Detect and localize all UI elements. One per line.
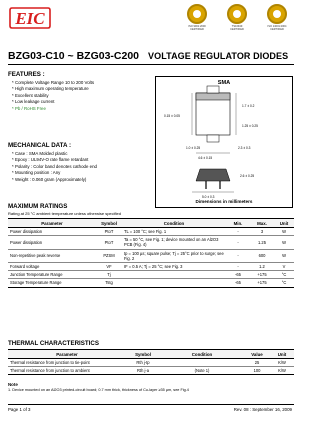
- table-cell: (Note 1): [160, 367, 244, 375]
- table-cell: Tstg: [96, 279, 122, 287]
- lead-top: [207, 86, 219, 93]
- dim-label: 2.6 ± 0.25: [240, 174, 255, 178]
- table-cell: Forward voltage: [8, 263, 96, 271]
- list-item: * Epoxy : UL94V-O rate flame retardant: [12, 157, 97, 163]
- list-item: * Mounting position : Any: [12, 170, 97, 176]
- table-cell: Power dissipation: [8, 228, 96, 236]
- rohs-item: * Pb / RoHS Free: [12, 106, 94, 112]
- column-header: Max.: [250, 219, 274, 228]
- list-item: * Excellent stability: [12, 93, 94, 99]
- page-number: Page 1 of 3: [8, 407, 31, 412]
- table-cell: +175: [250, 271, 274, 279]
- column-header: Condition: [160, 350, 244, 359]
- table-cell: 3: [250, 228, 274, 236]
- column-header: Unit: [270, 350, 294, 359]
- table-cell: tp = 100 µs; square pulse; Tj = 25°C prior to surge; see Fig. 2: [122, 249, 226, 262]
- footer-divider: [8, 404, 294, 405]
- cathode-band: [196, 93, 230, 100]
- table-header-row: [8, 350, 294, 359]
- list-item: * Polarity : Color band denotes cathode end: [12, 164, 97, 170]
- ratings-condition-note: Rating at 25 °C ambient temperature unless otherwise specified: [8, 211, 121, 216]
- list-item: * Complete Voltage Range 10 to 200 Volts: [12, 80, 94, 86]
- list-item: * High maximum operating temperature: [12, 86, 94, 92]
- features-list: [12, 80, 94, 112]
- dim-label: 1.25 ± 0.25: [242, 124, 258, 128]
- max-ratings-table: [8, 218, 294, 288]
- table-cell: -: [226, 228, 250, 236]
- table-cell: PtoT: [96, 236, 122, 249]
- column-header: Parameter: [8, 219, 96, 228]
- table-row: [8, 263, 294, 271]
- table-cell: Power dissipation: [8, 236, 96, 249]
- column-header: Symbol: [96, 219, 122, 228]
- column-header: Parameter: [8, 350, 126, 359]
- package-side-view: [196, 169, 230, 181]
- table-row: [8, 279, 294, 287]
- column-header: Min.: [226, 219, 250, 228]
- package-outline-box: [155, 76, 293, 208]
- table-cell: -: [226, 249, 250, 262]
- table-cell: [122, 279, 226, 287]
- iso9001-seal-icon: ISO 9001:2000 CERTIFIED: [180, 4, 214, 36]
- mechanical-list: [12, 151, 97, 183]
- column-header: Symbol: [126, 350, 160, 359]
- table-cell: Rth j-tp: [126, 359, 160, 367]
- table-cell: 600: [250, 249, 274, 262]
- list-item: * Case : SMA Molded plastic: [12, 151, 97, 157]
- dim-label: 5.0 ± 0.3: [202, 195, 215, 199]
- table-cell: Junction Temperature Range: [8, 271, 96, 279]
- part-number-title: BZG03-C10 ~ BZG03-C200: [8, 50, 140, 62]
- mechanical-heading: MECHANICAL DATA :: [8, 142, 72, 149]
- table-cell: 1.25: [250, 236, 274, 249]
- thermal-heading: THERMAL CHARACTERISTICS: [8, 340, 99, 347]
- table-cell: -65: [226, 279, 250, 287]
- dim-label: 1.7 ± 0.2: [242, 104, 255, 108]
- dimensions-note: Dimensions in millimeters: [195, 199, 253, 204]
- certification-seals: [180, 4, 294, 36]
- product-subtitle: VOLTAGE REGULATOR DIODES: [148, 51, 289, 61]
- features-heading: FEATURES :: [8, 71, 45, 78]
- table-cell: °C: [274, 279, 294, 287]
- table-cell: Storage Temperature Range: [8, 279, 96, 287]
- column-header: Value: [244, 350, 270, 359]
- table-cell: Ta = 50 °C, see Fig. 1; device mounted on an Al2O3 PCB (Fig. 4): [122, 236, 226, 249]
- table-cell: VF: [96, 263, 122, 271]
- column-header: Condition: [122, 219, 226, 228]
- table-header-row: [8, 219, 294, 228]
- table-row: [8, 249, 294, 262]
- revision-date: Rev. 08 : September 16, 2009: [233, 407, 292, 412]
- dim-label: 4.6 ± 0.15: [198, 156, 213, 160]
- dim-label: 2.3 ± 0.3: [238, 146, 251, 150]
- table-cell: -: [226, 236, 250, 249]
- package-name: SMA: [217, 80, 231, 86]
- notes-heading: Note: [8, 382, 18, 387]
- dim-label: 0.15 ± 0.05: [164, 114, 180, 118]
- table-cell: 1.2: [250, 263, 274, 271]
- thermal-table: [8, 349, 294, 375]
- table-cell: [160, 359, 244, 367]
- column-header: Unit: [274, 219, 294, 228]
- table-cell: +175: [250, 279, 274, 287]
- max-ratings-heading: MAXIMUM RATINGS: [8, 203, 68, 210]
- table-cell: Thermal resistance from junction to ambient: [8, 367, 126, 375]
- table-cell: K/W: [270, 359, 294, 367]
- table-row: [8, 236, 294, 249]
- header-divider: [8, 64, 294, 65]
- list-item: * Weight : 0.060 gram (Approximately): [12, 177, 97, 183]
- table-cell: V: [274, 263, 294, 271]
- table-cell: PZSM: [96, 249, 122, 262]
- notes-text: 1. Device mounted on an Al2O3 printed-circuit board; 0.7 mm thick, thickness of Cu-layer ≥35 µm, see Fig.4: [8, 388, 189, 392]
- iso14001-seal-icon: ISO 14001:2004 CERTIFIED: [260, 4, 294, 36]
- table-cell: W: [274, 228, 294, 236]
- eic-logo: [8, 6, 52, 30]
- table-cell: 100: [244, 367, 270, 375]
- table-row: [8, 359, 294, 367]
- ts16949-seal-icon: TS16949 CERTIFIED: [220, 4, 254, 36]
- table-cell: -65: [226, 271, 250, 279]
- table-cell: W: [274, 236, 294, 249]
- package-drawing: [156, 77, 294, 209]
- table-cell: PtoT: [96, 228, 122, 236]
- table-cell: Non-repetitive peak reverse: [8, 249, 96, 262]
- table-row: [8, 228, 294, 236]
- table-cell: 25: [244, 359, 270, 367]
- table-row: [8, 367, 294, 375]
- table-cell: -: [226, 263, 250, 271]
- table-cell: Thermal resistance from junction to tie-point: [8, 359, 126, 367]
- list-item: * Low leakage current: [12, 99, 94, 105]
- table-cell: TL = 100 °C; see Fig. 1: [122, 228, 226, 236]
- table-cell: W: [274, 249, 294, 262]
- table-cell: Rth j-a: [126, 367, 160, 375]
- logo-text: EIC: [15, 9, 45, 28]
- table-cell: °C: [274, 271, 294, 279]
- table-row: [8, 271, 294, 279]
- table-cell: [122, 271, 226, 279]
- dim-label: 1.0 ± 0.25: [186, 146, 201, 150]
- table-cell: Tj: [96, 271, 122, 279]
- table-cell: IF = 0.5 A; Tj = 25 °C; see Fig. 3: [122, 263, 226, 271]
- lead-bottom: [207, 135, 219, 142]
- table-cell: K/W: [270, 367, 294, 375]
